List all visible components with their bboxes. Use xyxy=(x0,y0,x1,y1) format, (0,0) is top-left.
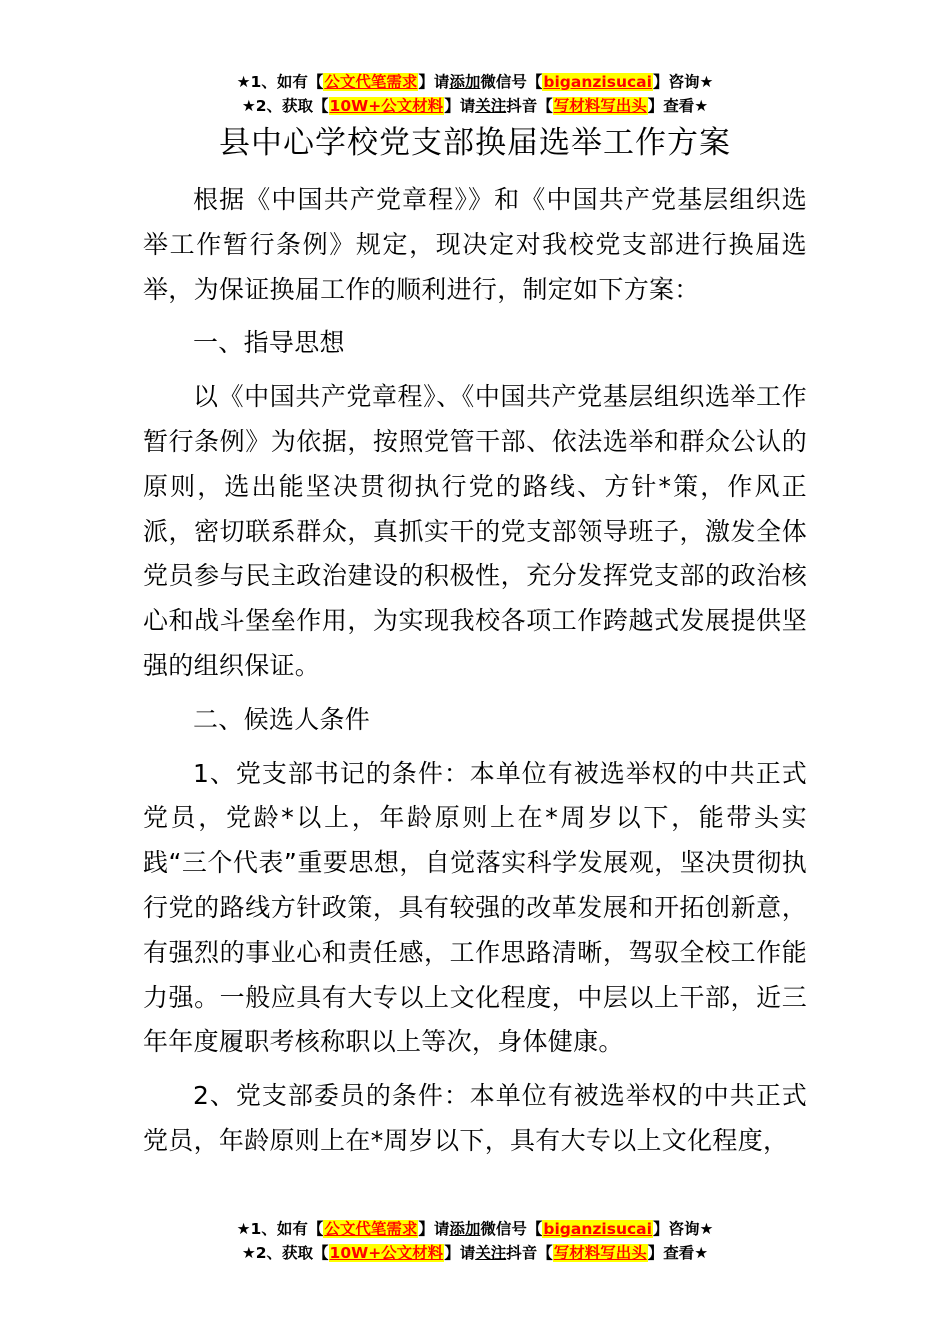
notice-line-1 xyxy=(0,1217,950,1241)
notice-underline: 添加 xyxy=(449,1220,481,1238)
notice-underline: 添加 xyxy=(449,73,481,91)
notice-line-1 xyxy=(0,70,950,94)
header-notice xyxy=(0,70,950,118)
wechat-id-highlight: biganzisucai xyxy=(543,73,652,91)
notice-highlight: 公文代笔需求 xyxy=(324,1220,418,1238)
notice-text: ★2、获取【 xyxy=(241,97,329,115)
section-heading-candidate-conditions: 二、候选人条件 xyxy=(193,704,371,734)
document-body xyxy=(143,178,807,1173)
notice-text: 】请 xyxy=(444,97,476,115)
notice-line-2 xyxy=(0,1241,950,1265)
notice-text: ★1、如有【 xyxy=(236,1220,324,1238)
notice-text: ★1、如有【 xyxy=(236,73,324,91)
notice-text: ★2、获取【 xyxy=(241,1244,329,1262)
notice-text: 】查看★ xyxy=(647,97,709,115)
notice-text: 】查看★ xyxy=(647,1244,709,1262)
notice-text: 】咨询★ xyxy=(652,1220,714,1238)
notice-text: 】请 xyxy=(418,1220,450,1238)
notice-highlight: 10W+公文材料 xyxy=(329,97,444,115)
notice-text: 】咨询★ xyxy=(652,73,714,91)
guiding-ideology-paragraph: 以《中国共产党章程》、《中国共产党基层组织选举工作暂行条例》为依据，按照党管干部、依法选举和群众公认的原则，选出能坚决贯彻执行党的路线、方针*策，作风正派，密切联系群众，真抓实干的党支部领导班子，激发全体党员参与民主政治建设的积极性，充分发挥党支部的政治核心和战斗堡垒作用，为实现我校各项工作跨越式发展提供坚强的组织保证。 xyxy=(143,382,807,680)
notice-text: 抖音【 xyxy=(506,97,553,115)
notice-highlight: 公文代笔需求 xyxy=(324,73,418,91)
notice-text: 】请 xyxy=(444,1244,476,1262)
notice-text: 抖音【 xyxy=(506,1244,553,1262)
document-title: 县中心学校党支部换届选举工作方案 xyxy=(219,125,731,161)
secretary-conditions-paragraph: 1、党支部书记的条件：本单位有被选举权的中共正式党员，党龄*以上，年龄原则上在*周岁以下，能带头实践“三个代表”重要思想，自觉落实科学发展观，坚决贯彻执行党的路线方针政策，具有较强的改革发展和开拓创新意，有强烈的事业心和责任感，工作思路清晰，驾驭全校工作能力强。一般应具有大专以上文化程度，中层以上干部，近三年年度履职考核称职以上等次，身体健康。 xyxy=(143,758,807,1057)
notice-underline: 关注 xyxy=(475,1244,507,1262)
douyin-highlight: 写材料写出头 xyxy=(553,1244,647,1262)
douyin-highlight: 写材料写出头 xyxy=(553,97,647,115)
notice-underline: 关注 xyxy=(475,97,507,115)
notice-text: 微信号【 xyxy=(480,1220,543,1238)
notice-line-2 xyxy=(0,94,950,118)
notice-text: 】请 xyxy=(418,73,450,91)
committee-member-conditions-paragraph: 2、党支部委员的条件：本单位有被选举权的中共正式党员，年龄原则上在*周岁以下，具有大专以上文化程度， xyxy=(143,1081,807,1155)
notice-text: 微信号【 xyxy=(480,73,543,91)
wechat-id-highlight: biganzisucai xyxy=(543,1220,652,1238)
section-heading-guiding-ideology: 一、指导思想 xyxy=(193,328,345,358)
notice-highlight: 10W+公文材料 xyxy=(329,1244,444,1262)
footer-notice xyxy=(0,1217,950,1265)
intro-paragraph: 根据《中国共产党章程》》和《中国共产党基层组织选举工作暂行条例》规定，现决定对我校党支部进行换届选举，为保证换届工作的顺利进行，制定如下方案： xyxy=(143,185,807,304)
